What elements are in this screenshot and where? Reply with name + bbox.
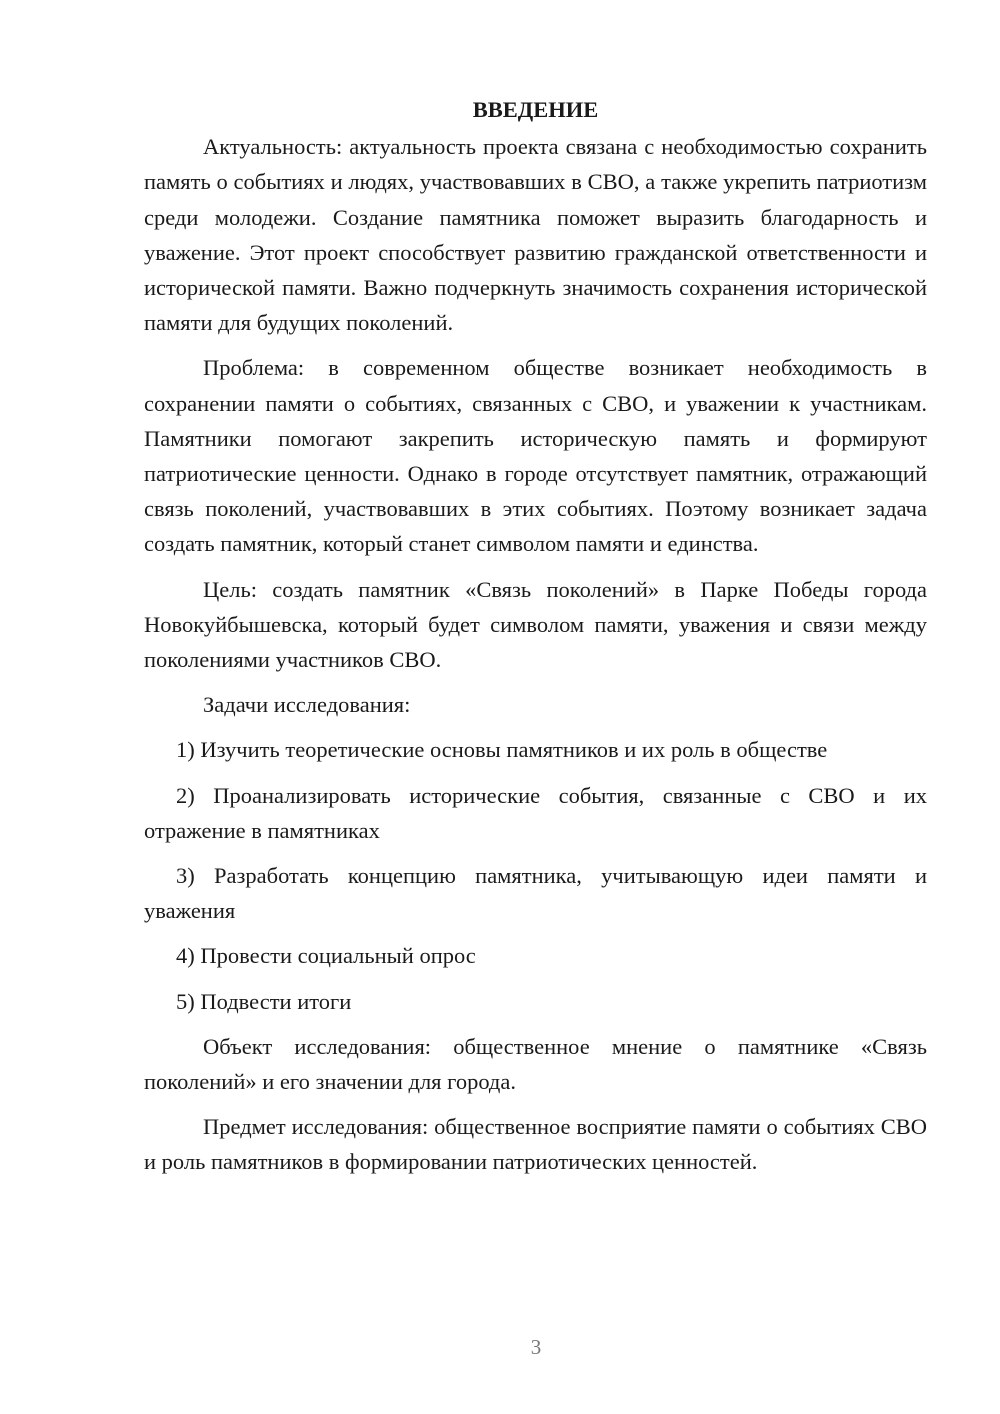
tasks-heading: Задачи исследования: — [203, 692, 411, 718]
object-paragraph: Объект исследования: общественное мнение о памятнике «Связь поколений» и его значении для города. — [144, 1033, 927, 1095]
task-item-2: 2) Проанализировать исторические события, связанные с СВО и их отражение в памятниках — [144, 782, 927, 843]
task-item-1: 1) Изучить теоретические основы памятников и их роль в обществе — [176, 737, 828, 763]
subject-paragraph: Предмет исследования: общественное восприятие памяти о событиях СВО и роль памятников в формировании патриотических ценностей. — [144, 1114, 927, 1175]
task-item-4: 4) Провести социальный опрос — [176, 943, 476, 969]
document-body — [144, 92, 927, 1180]
page-number: 3 — [530, 1335, 542, 1359]
task-item-3: 3) Разработать концепцию памятника, учитывающую идеи памяти и уважения — [144, 863, 927, 924]
problem-paragraph: Проблема: в современном обществе возникает необходимость в сохранении памяти о событиях, связанных с СВО, и уважении к участникам. Памятники помогают закрепить историческую память и формируют патриотические ценности. Однако в городе отсутствует памятник, отражающий связь поколений, участвовавших в этих событиях. Поэтому возникает задача создать памятник, который станет символом памяти и единства. — [144, 355, 927, 557]
relevance-paragraph: Актуальность: актуальность проекта связана с необходимостью сохранить память о событиях и людях, участвовавших в СВО, а также укрепить патриотизм среди молодежи. Создание памятника поможет выразить благодарность и уважение. Этот проект способствует развитию гражданской ответственности и исторической памяти. Важно подчеркнуть значимость сохранения исторической памяти для будущих поколений. — [144, 134, 927, 336]
goal-paragraph: Цель: создать памятник «Связь поколений» в Парке Победы города Новокуйбышевска, который будет символом памяти, уважения и связи между поколениями участников СВО. — [144, 576, 927, 673]
page-title: ВВЕДЕНИЕ — [472, 97, 599, 122]
task-item-5: 5) Подвести итоги — [176, 988, 352, 1014]
